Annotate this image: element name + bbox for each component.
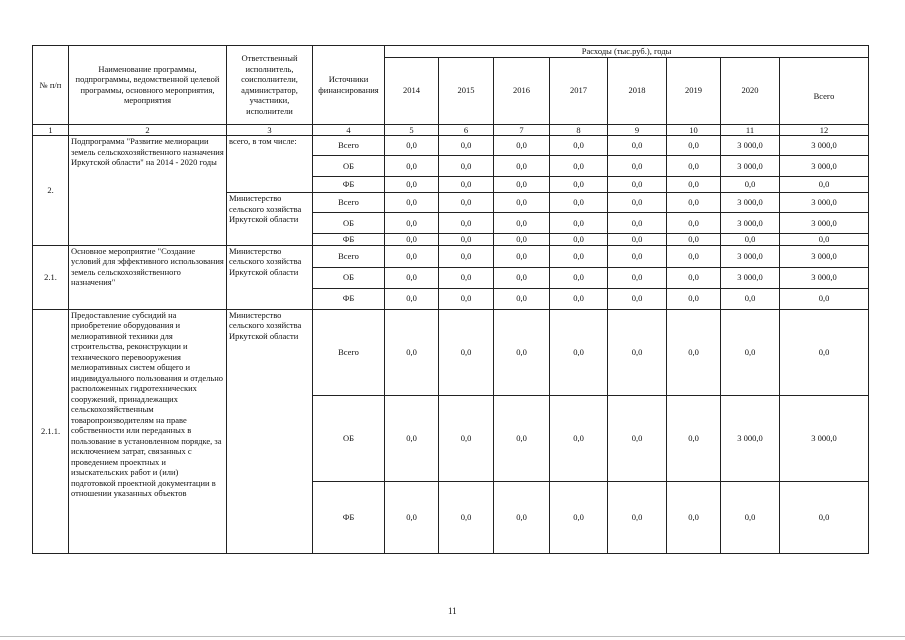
value-cell: 0,0 bbox=[667, 309, 721, 395]
header-year-2017: 2017 bbox=[550, 57, 608, 124]
header-expenses: Расходы (тыс.руб.), годы bbox=[385, 46, 869, 58]
value-cell: 0,0 bbox=[550, 245, 608, 267]
value-cell: 0,0 bbox=[494, 136, 550, 156]
value-cell: 0,0 bbox=[385, 309, 439, 395]
value-cell: 0,0 bbox=[780, 481, 869, 553]
value-cell: 0,0 bbox=[494, 213, 550, 234]
value-cell: 0,0 bbox=[550, 156, 608, 177]
column-number: 5 bbox=[385, 124, 439, 136]
column-number: 10 bbox=[667, 124, 721, 136]
value-cell: 0,0 bbox=[608, 136, 667, 156]
header-total: Всего bbox=[780, 57, 869, 124]
value-cell: 0,0 bbox=[439, 156, 494, 177]
value-cell: 0,0 bbox=[667, 177, 721, 193]
value-cell: 0,0 bbox=[550, 309, 608, 395]
value-cell: 0,0 bbox=[667, 245, 721, 267]
value-cell: 0,0 bbox=[608, 267, 667, 288]
value-cell: 3 000,0 bbox=[780, 213, 869, 234]
value-cell: 0,0 bbox=[550, 136, 608, 156]
value-cell: 0,0 bbox=[550, 395, 608, 481]
column-number: 4 bbox=[313, 124, 385, 136]
value-cell: 0,0 bbox=[667, 193, 721, 213]
value-cell: 3 000,0 bbox=[721, 193, 780, 213]
value-cell: 0,0 bbox=[721, 288, 780, 309]
funding-source: ОБ bbox=[313, 156, 385, 177]
value-cell: 0,0 bbox=[494, 309, 550, 395]
value-cell: 0,0 bbox=[780, 177, 869, 193]
value-cell: 3 000,0 bbox=[721, 213, 780, 234]
value-cell: 3 000,0 bbox=[721, 245, 780, 267]
value-cell: 0,0 bbox=[385, 156, 439, 177]
value-cell: 0,0 bbox=[494, 288, 550, 309]
value-cell: 0,0 bbox=[385, 213, 439, 234]
value-cell: 0,0 bbox=[439, 288, 494, 309]
value-cell: 0,0 bbox=[667, 481, 721, 553]
value-cell: 0,0 bbox=[439, 267, 494, 288]
value-cell: 0,0 bbox=[494, 234, 550, 246]
row-name: Подпрограмма "Развитие мелиорации земель сельскохозяйственного назначения Иркутской области" на 2014 - 2020 годы bbox=[69, 136, 227, 246]
value-cell: 0,0 bbox=[780, 309, 869, 395]
row-responsible: Министерство сельского хозяйства Иркутской области bbox=[227, 309, 313, 553]
header-source: Источники финансирования bbox=[313, 46, 385, 125]
value-cell: 3 000,0 bbox=[721, 395, 780, 481]
row-name: Основное мероприятие "Создание условий для эффективного использования земель сельскохозяйственного назначения" bbox=[69, 245, 227, 309]
value-cell: 0,0 bbox=[667, 395, 721, 481]
funding-source: ФБ bbox=[313, 481, 385, 553]
column-number: 8 bbox=[550, 124, 608, 136]
funding-source: Всего bbox=[313, 193, 385, 213]
value-cell: 0,0 bbox=[667, 136, 721, 156]
row-number: 2. bbox=[33, 136, 69, 246]
value-cell: 0,0 bbox=[608, 213, 667, 234]
value-cell: 0,0 bbox=[385, 193, 439, 213]
column-number: 9 bbox=[608, 124, 667, 136]
header-year-2014: 2014 bbox=[385, 57, 439, 124]
value-cell: 0,0 bbox=[385, 245, 439, 267]
column-number: 6 bbox=[439, 124, 494, 136]
row-responsible: Министерство сельского хозяйства Иркутской области bbox=[227, 193, 313, 246]
column-number: 3 bbox=[227, 124, 313, 136]
funding-source: ФБ bbox=[313, 234, 385, 246]
budget-table bbox=[32, 45, 869, 554]
value-cell: 0,0 bbox=[721, 309, 780, 395]
funding-source: ОБ bbox=[313, 395, 385, 481]
value-cell: 0,0 bbox=[608, 481, 667, 553]
table-row bbox=[33, 309, 869, 395]
value-cell: 0,0 bbox=[608, 395, 667, 481]
value-cell: 0,0 bbox=[667, 288, 721, 309]
funding-source: Всего bbox=[313, 245, 385, 267]
row-number: 2.1. bbox=[33, 245, 69, 309]
row-number: 2.1.1. bbox=[33, 309, 69, 553]
value-cell: 0,0 bbox=[608, 193, 667, 213]
value-cell: 0,0 bbox=[721, 177, 780, 193]
value-cell: 0,0 bbox=[608, 245, 667, 267]
value-cell: 0,0 bbox=[494, 193, 550, 213]
value-cell: 3 000,0 bbox=[721, 267, 780, 288]
value-cell: 0,0 bbox=[439, 245, 494, 267]
value-cell: 0,0 bbox=[721, 481, 780, 553]
row-responsible: Министерство сельского хозяйства Иркутской области bbox=[227, 245, 313, 309]
funding-source: ОБ bbox=[313, 213, 385, 234]
header-year-2019: 2019 bbox=[667, 57, 721, 124]
value-cell: 0,0 bbox=[494, 395, 550, 481]
value-cell: 0,0 bbox=[780, 288, 869, 309]
column-number: 12 bbox=[780, 124, 869, 136]
table-row bbox=[33, 245, 869, 267]
value-cell: 0,0 bbox=[550, 234, 608, 246]
header-year-2016: 2016 bbox=[494, 57, 550, 124]
value-cell: 0,0 bbox=[550, 193, 608, 213]
funding-source: ФБ bbox=[313, 177, 385, 193]
value-cell: 0,0 bbox=[550, 481, 608, 553]
header-year-2018: 2018 bbox=[608, 57, 667, 124]
value-cell: 0,0 bbox=[439, 234, 494, 246]
value-cell: 0,0 bbox=[550, 267, 608, 288]
header-responsible: Ответственный исполнитель, соисполнители, администратор, участники, исполнители bbox=[227, 46, 313, 125]
value-cell: 3 000,0 bbox=[780, 395, 869, 481]
table-row bbox=[33, 136, 869, 156]
value-cell: 0,0 bbox=[385, 395, 439, 481]
header-name: Наименование программы, подпрограммы, ведомственной целевой программы, основного мероприятия, мероприятия bbox=[69, 46, 227, 125]
value-cell: 0,0 bbox=[494, 177, 550, 193]
funding-source: Всего bbox=[313, 136, 385, 156]
header-num: № п/п bbox=[33, 46, 69, 125]
value-cell: 0,0 bbox=[494, 245, 550, 267]
column-number: 7 bbox=[494, 124, 550, 136]
value-cell: 0,0 bbox=[439, 136, 494, 156]
value-cell: 0,0 bbox=[608, 309, 667, 395]
value-cell: 0,0 bbox=[667, 213, 721, 234]
value-cell: 0,0 bbox=[439, 177, 494, 193]
value-cell: 0,0 bbox=[385, 288, 439, 309]
value-cell: 0,0 bbox=[494, 156, 550, 177]
value-cell: 0,0 bbox=[439, 309, 494, 395]
value-cell: 0,0 bbox=[550, 177, 608, 193]
footer-rule bbox=[0, 636, 905, 637]
value-cell: 0,0 bbox=[385, 136, 439, 156]
value-cell: 0,0 bbox=[439, 213, 494, 234]
value-cell: 0,0 bbox=[667, 267, 721, 288]
value-cell: 0,0 bbox=[494, 267, 550, 288]
value-cell: 0,0 bbox=[385, 267, 439, 288]
value-cell: 3 000,0 bbox=[780, 267, 869, 288]
value-cell: 0,0 bbox=[608, 288, 667, 309]
value-cell: 0,0 bbox=[439, 395, 494, 481]
value-cell: 0,0 bbox=[494, 481, 550, 553]
value-cell: 0,0 bbox=[608, 234, 667, 246]
value-cell: 3 000,0 bbox=[780, 245, 869, 267]
value-cell: 0,0 bbox=[608, 156, 667, 177]
value-cell: 0,0 bbox=[439, 481, 494, 553]
funding-source: Всего bbox=[313, 309, 385, 395]
funding-source: ОБ bbox=[313, 267, 385, 288]
column-number: 1 bbox=[33, 124, 69, 136]
value-cell: 0,0 bbox=[385, 481, 439, 553]
value-cell: 3 000,0 bbox=[780, 193, 869, 213]
value-cell: 0,0 bbox=[667, 156, 721, 177]
value-cell: 3 000,0 bbox=[780, 156, 869, 177]
value-cell: 0,0 bbox=[667, 234, 721, 246]
value-cell: 0,0 bbox=[608, 177, 667, 193]
value-cell: 0,0 bbox=[385, 177, 439, 193]
header-year-2015: 2015 bbox=[439, 57, 494, 124]
value-cell: 0,0 bbox=[439, 193, 494, 213]
funding-source: ФБ bbox=[313, 288, 385, 309]
value-cell: 3 000,0 bbox=[721, 136, 780, 156]
value-cell: 0,0 bbox=[385, 234, 439, 246]
row-responsible: всего, в том числе: bbox=[227, 136, 313, 193]
column-number: 11 bbox=[721, 124, 780, 136]
page-number: 11 bbox=[448, 606, 457, 616]
value-cell: 0,0 bbox=[550, 213, 608, 234]
value-cell: 3 000,0 bbox=[780, 136, 869, 156]
header-year-2020: 2020 bbox=[721, 57, 780, 124]
column-number: 2 bbox=[69, 124, 227, 136]
value-cell: 0,0 bbox=[721, 234, 780, 246]
value-cell: 3 000,0 bbox=[721, 156, 780, 177]
value-cell: 0,0 bbox=[780, 234, 869, 246]
row-name: Предоставление субсидий на приобретение оборудования и мелиоративной техники для строительства, реконструкции и технического перевооружения мелиоративных систем общего и индивидуального пользования и отдельно расположенных гидротехнических сооружений, принадлежащих сельскохозяйственным товаропроизводителям на праве собственности или переданных в пользование в установленном порядке, за исключением затрат, связанных с проведением проектных и изыскательских работ и (или) подготовкой проектной документации в отношении указанных объектов bbox=[69, 309, 227, 553]
value-cell: 0,0 bbox=[550, 288, 608, 309]
